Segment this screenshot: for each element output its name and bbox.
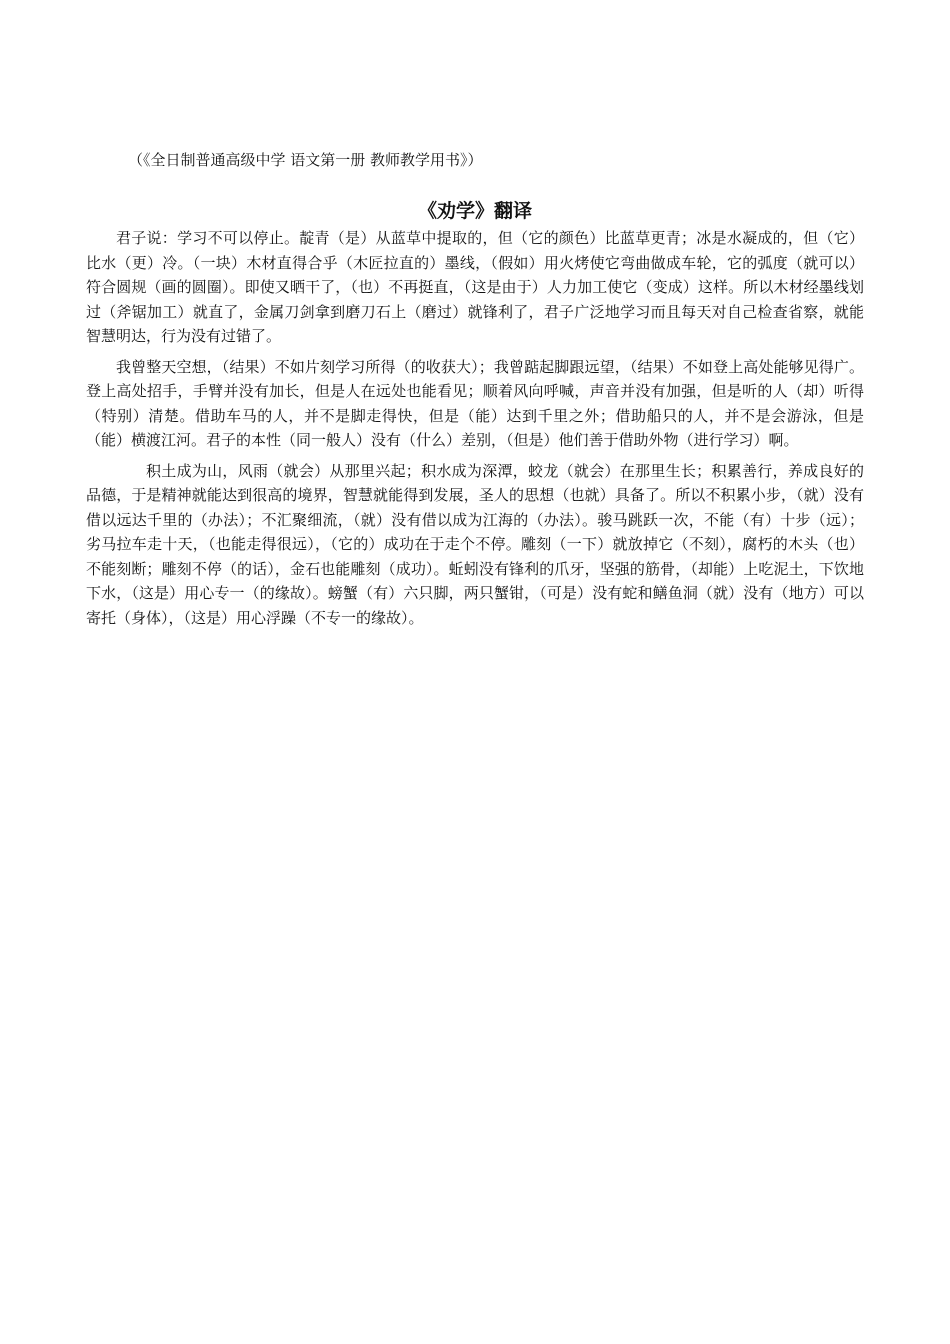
paragraph-1: 君子说：学习不可以停止。靛青（是）从蓝草中提取的，但（它的颜色）比蓝草更青；冰是水凝成的，但（它）比水（更）冷。（一块）木材直得合乎（木匠拉直的）墨线，（假如）用火烤使它弯曲做成车轮，它的弧度（就可以）符合圆规（画的圆圈）。即使又晒干了，（也）不再挺直，（这是由于）人力加工使它（变成）这样。所以木材经墨线划过（斧锯加工）就直了，金属刀剑拿到磨刀石上（磨过）就锋利了，君子广泛地学习而且每天对自己检查省察，就能智慧明达，行为没有过错了。 [86, 229, 864, 345]
paragraph-3: 积土成为山，风雨（就会）从那里兴起；积水成为深潭，蛟龙（就会）在那里生长；积累善行，养成良好的品德，于是精神就能达到很高的境界，智慧就能得到发展，圣人的思想（也就）具备了。所以不积累小步，（就）没有借以远达千里的（办法）；不汇聚细流，（就）没有借以成为江海的（办法）。骏马跳跃一次，不能（有）十步（远）；劣马拉车走十天，（也能走得很远），（它的）成功在于走个不停。雕刻（一下）就放掉它（不刻），腐朽的木头（也）不能刻断；雕刻不停（的话），金石也能雕刻（成功）。蚯蚓没有锋利的爪牙，坚强的筋骨，（却能）上吃泥土，下饮地下水，（这是）用心专一（的缘故）。螃蟹（有）六只脚，两只蟹钳，（可是）没有蛇和鳝鱼洞（就）没有（地方）可以寄托（身体），（这是）用心浮躁（不专一的缘故）。 [86, 461, 864, 627]
translation-body [86, 226, 864, 636]
page-title: 《劝学》翻译 [417, 200, 532, 222]
source-citation: （《全日制普通高级中学 语文第一册 教师教学用书》） [128, 151, 483, 169]
paragraph-2: 我曾整天空想，（结果）不如片刻学习所得（的收获大）；我曾踮起脚跟远望，（结果）不如登上高处能够见得广。登上高处招手，手臂并没有加长，但是人在远处也能看见；顺着风向呼喊，声音并没有加强，但是听的人（却）听得（特别）清楚。借助车马的人，并不是脚走得快，但是（能）达到千里之外；借助船只的人，并不是会游泳，但是（能）横渡江河。君子的本性（同一般人）没有（什么）差别，（但是）他们善于借助外物（进行学习）啊。 [86, 357, 864, 449]
